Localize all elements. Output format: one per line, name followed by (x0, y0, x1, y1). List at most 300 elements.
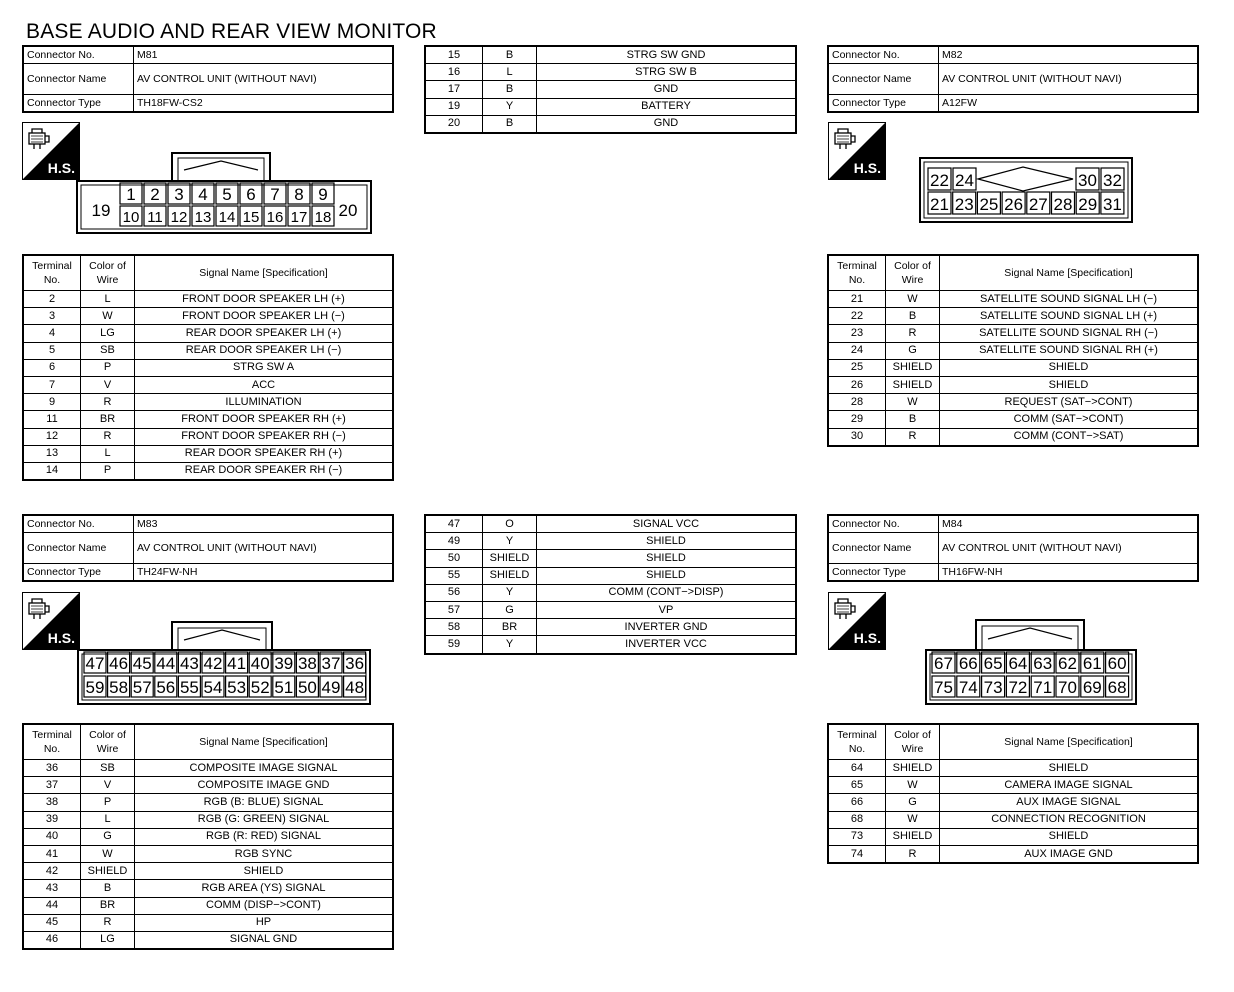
signal-name-cell: SHIELD (940, 359, 1199, 376)
wire-color-cell: SHIELD (483, 567, 537, 584)
wire-color-cell: G (886, 794, 940, 811)
pin-label: 73 (983, 678, 1003, 697)
table-row (425, 46, 796, 64)
terminal-no-cell: 29 (828, 411, 886, 428)
terminal-no-cell: 26 (828, 376, 886, 393)
table-row (828, 359, 1198, 376)
pin-label: 52 (250, 678, 270, 697)
table-row (23, 828, 393, 845)
signal-rows (23, 291, 393, 481)
terminal-no-cell: 14 (23, 462, 81, 480)
table-row (828, 291, 1198, 308)
wire-color-cell: O (483, 515, 537, 533)
terminal-no-header: Terminal No. (23, 255, 81, 291)
signal-name-cell: STRG SW GND (537, 46, 797, 64)
pin-label: 17 (290, 209, 308, 226)
pin-label: 30 (1078, 171, 1097, 190)
table-row (828, 760, 1198, 777)
signal-name-cell: FRONT DOOR SPEAKER LH (+) (135, 291, 394, 308)
connector-name-label: Connector Name (23, 64, 134, 95)
connector-info-m81 (22, 45, 394, 113)
pin-label: 47 (85, 654, 105, 673)
pin-label: 31 (1102, 195, 1122, 214)
pin-label: 67 (934, 654, 953, 673)
wire-color-cell: V (81, 777, 135, 794)
connector-type-label: Connector Type (828, 564, 939, 582)
connector-info-m84 (827, 514, 1199, 582)
terminal-no-cell: 49 (425, 533, 483, 550)
table-row (23, 777, 393, 794)
pin-label: 18 (314, 209, 332, 226)
wire-color-cell: B (886, 308, 940, 325)
terminal-no-cell: 44 (23, 897, 81, 914)
signal-name-cell: STRG SW B (537, 64, 797, 81)
signal-name-cell: SHIELD (537, 567, 797, 584)
wire-color-cell: BR (81, 897, 135, 914)
pin-label: 59 (85, 678, 105, 697)
hs-label: H.S. (47, 160, 75, 176)
terminal-no-cell: 40 (23, 828, 81, 845)
wire-color-cell: B (81, 880, 135, 897)
signal-name-cell: SHIELD (537, 533, 797, 550)
signal-name-cell: REAR DOOR SPEAKER LH (+) (135, 325, 394, 342)
terminal-no-cell: 23 (828, 325, 886, 342)
signal-rows (828, 760, 1198, 864)
terminal-no-cell: 59 (425, 636, 483, 654)
pin-label: 11 (147, 209, 163, 226)
table-row (828, 411, 1198, 428)
hs-icon (828, 122, 886, 180)
terminal-no-cell: 68 (828, 811, 886, 828)
pin-label: 37 (321, 654, 341, 673)
pin-label: 75 (934, 678, 953, 697)
terminal-no-cell: 24 (828, 342, 886, 359)
pin-label: 3 (174, 185, 184, 204)
connector-name-label: Connector Name (23, 533, 134, 564)
connector-no-label: Connector No. (23, 515, 134, 533)
wire-color-cell: W (886, 811, 940, 828)
signal-name-cell: RGB (G: GREEN) SIGNAL (135, 811, 394, 828)
wire-color-cell: SHIELD (886, 760, 940, 777)
signal-name-header: Signal Name [Specification] (135, 724, 394, 760)
wire-color-cell: R (81, 428, 135, 445)
wire-color-cell: W (81, 308, 135, 325)
pin-label: 28 (1053, 195, 1073, 214)
terminal-no-cell: 36 (23, 760, 81, 777)
terminal-no-cell: 3 (23, 308, 81, 325)
pin-label: 68 (1107, 678, 1127, 697)
signal-table-m81-cont (424, 45, 797, 134)
signal-name-cell: ILLUMINATION (135, 394, 394, 411)
terminal-no-cell: 13 (23, 445, 81, 462)
pin-label: 62 (1058, 654, 1077, 673)
wire-color-cell: SB (81, 760, 135, 777)
table-row (828, 811, 1198, 828)
signal-name-cell: STRG SW A (135, 359, 394, 376)
pin-label: 45 (132, 654, 152, 673)
table-row (425, 64, 796, 81)
pin-label: 15 (242, 209, 260, 226)
wire-color-cell: LG (81, 931, 135, 949)
wire-color-cell: L (483, 64, 537, 81)
pin-label: 25 (979, 195, 999, 214)
signal-name-cell: INVERTER GND (537, 619, 797, 636)
connector-no-label: Connector No. (23, 46, 134, 64)
table-row (425, 115, 796, 133)
signal-name-cell: REAR DOOR SPEAKER RH (−) (135, 462, 394, 480)
wire-color-cell: V (81, 376, 135, 393)
terminal-no-cell: 16 (425, 64, 483, 81)
terminal-no-cell: 66 (828, 794, 886, 811)
signal-name-cell: RGB (R: RED) SIGNAL (135, 828, 394, 845)
connector-no-value: M84 (939, 515, 1199, 533)
signal-name-header: Signal Name [Specification] (940, 255, 1199, 291)
signal-name-cell: VP (537, 601, 797, 618)
pin-label: 69 (1082, 678, 1102, 697)
signal-name-cell: FRONT DOOR SPEAKER LH (−) (135, 308, 394, 325)
signal-name-cell: SATELLITE SOUND SIGNAL LH (+) (940, 308, 1199, 325)
terminal-no-cell: 30 (828, 428, 886, 446)
signal-name-cell: HP (135, 914, 394, 931)
signal-name-cell: SIGNAL VCC (537, 515, 797, 533)
signal-name-cell: SHIELD (135, 863, 394, 880)
terminal-no-cell: 73 (828, 828, 886, 845)
terminal-no-header: Terminal No. (828, 255, 886, 291)
terminal-no-cell: 50 (425, 550, 483, 567)
terminal-no-cell: 17 (425, 81, 483, 98)
connector-type-label: Connector Type (23, 95, 134, 113)
wire-color-cell: G (81, 828, 135, 845)
color-of-wire-header: Color of Wire (81, 255, 135, 291)
wire-color-cell: B (483, 81, 537, 98)
terminal-no-cell: 19 (425, 98, 483, 115)
wire-color-cell: SHIELD (483, 550, 537, 567)
signal-name-cell: SATELLITE SOUND SIGNAL RH (−) (940, 325, 1199, 342)
pin-label: 57 (132, 678, 152, 697)
connector-name-label: Connector Name (828, 64, 939, 95)
terminal-no-cell: 28 (828, 394, 886, 411)
hs-icon (828, 592, 886, 650)
signal-name-cell: RGB SYNC (135, 845, 394, 862)
signal-name-header: Signal Name [Specification] (940, 724, 1199, 760)
table-row (828, 428, 1198, 446)
terminal-no-cell: 25 (828, 359, 886, 376)
pin-label: 21 (930, 195, 949, 214)
pin-label: 16 (266, 209, 284, 226)
wire-color-cell: B (483, 46, 537, 64)
wire-color-cell: SHIELD (886, 359, 940, 376)
pin-label: 26 (1004, 195, 1024, 214)
color-of-wire-header: Color of Wire (886, 255, 940, 291)
connector-no-value: M82 (939, 46, 1199, 64)
signal-table-m83 (22, 723, 394, 950)
pin-label: 23 (954, 195, 974, 214)
wire-color-cell: Y (483, 584, 537, 601)
signal-name-cell: AUX IMAGE GND (940, 845, 1199, 863)
pin-label: 49 (321, 678, 341, 697)
connector-face-m81 (74, 150, 374, 236)
connector-type-value: TH16FW-NH (939, 564, 1199, 582)
signal-name-cell: CONNECTION RECOGNITION (940, 811, 1199, 828)
pin-label: 72 (1008, 678, 1028, 697)
signal-name-cell: COMM (CONT−>DISP) (537, 584, 797, 601)
terminal-no-cell: 21 (828, 291, 886, 308)
signal-name-cell: COMPOSITE IMAGE GND (135, 777, 394, 794)
signal-name-cell: REAR DOOR SPEAKER RH (+) (135, 445, 394, 462)
wire-color-cell: P (81, 794, 135, 811)
pin-label: 56 (156, 678, 176, 697)
terminal-no-cell: 9 (23, 394, 81, 411)
pin-label: 10 (122, 209, 140, 226)
wire-color-cell: R (886, 325, 940, 342)
terminal-no-cell: 6 (23, 359, 81, 376)
terminal-no-cell: 38 (23, 794, 81, 811)
pin-label: 4 (198, 185, 208, 204)
wire-color-cell: SHIELD (886, 376, 940, 393)
wire-color-cell: Y (483, 533, 537, 550)
pin-label: 51 (274, 678, 294, 697)
signal-name-cell: SHIELD (940, 760, 1199, 777)
signal-name-cell: GND (537, 81, 797, 98)
pin-label: 39 (274, 654, 294, 673)
signal-name-cell: FRONT DOOR SPEAKER RH (−) (135, 428, 394, 445)
connector-name-value: AV CONTROL UNIT (WITHOUT NAVI) (939, 64, 1199, 95)
signal-rows (23, 760, 393, 950)
signal-name-cell: COMM (DISP−>CONT) (135, 897, 394, 914)
table-row (425, 515, 796, 533)
wire-color-cell: P (81, 359, 135, 376)
wire-color-cell: Y (483, 98, 537, 115)
pin-label: 8 (294, 185, 304, 204)
wire-color-cell: G (483, 601, 537, 618)
terminal-no-cell: 22 (828, 308, 886, 325)
terminal-no-cell: 46 (23, 931, 81, 949)
table-row (23, 291, 393, 308)
table-row (23, 445, 393, 462)
signal-name-cell: REQUEST (SAT−>CONT) (940, 394, 1199, 411)
table-row (23, 376, 393, 393)
signal-name-cell: RGB (B: BLUE) SIGNAL (135, 794, 394, 811)
terminal-no-cell: 56 (425, 584, 483, 601)
signal-name-cell: SHIELD (537, 550, 797, 567)
signal-name-cell: ACC (135, 376, 394, 393)
pin-label: 32 (1103, 171, 1122, 190)
pin-label: 6 (246, 185, 256, 204)
connector-type-value: TH18FW-CS2 (134, 95, 394, 113)
pin-label: 5 (222, 185, 232, 204)
wire-color-cell: L (81, 291, 135, 308)
pin-label: 61 (1082, 654, 1102, 673)
signal-rows (425, 515, 796, 654)
signal-name-cell: COMPOSITE IMAGE SIGNAL (135, 760, 394, 777)
signal-name-header: Signal Name [Specification] (135, 255, 394, 291)
hs-label: H.S. (47, 630, 75, 646)
table-row (23, 342, 393, 359)
signal-name-cell: SATELLITE SOUND SIGNAL LH (−) (940, 291, 1199, 308)
connector-no-label: Connector No. (828, 46, 939, 64)
page-title: BASE AUDIO AND REAR VIEW MONITOR (26, 20, 437, 43)
pin-label: 2 (150, 185, 160, 204)
pin-label: 9 (318, 185, 328, 204)
pin-label: 22 (930, 171, 949, 190)
wire-color-cell: L (81, 445, 135, 462)
signal-name-cell: REAR DOOR SPEAKER LH (−) (135, 342, 394, 359)
table-row (828, 308, 1198, 325)
wire-color-cell: L (81, 811, 135, 828)
terminal-no-cell: 4 (23, 325, 81, 342)
pin-label: 1 (126, 185, 136, 204)
signal-name-cell: AUX IMAGE SIGNAL (940, 794, 1199, 811)
wire-color-cell: W (886, 291, 940, 308)
hs-icon (22, 122, 80, 180)
terminal-no-cell: 5 (23, 342, 81, 359)
terminal-no-header: Terminal No. (23, 724, 81, 760)
connector-name-value: AV CONTROL UNIT (WITHOUT NAVI) (939, 533, 1199, 564)
pin-label: 48 (345, 678, 365, 697)
signal-name-cell: CAMERA IMAGE SIGNAL (940, 777, 1199, 794)
signal-table-m83-cont (424, 514, 797, 655)
table-row (23, 845, 393, 862)
terminal-no-cell: 37 (23, 777, 81, 794)
connector-name-label: Connector Name (828, 533, 939, 564)
terminal-no-cell: 7 (23, 376, 81, 393)
table-row (828, 394, 1198, 411)
signal-table-m82 (827, 254, 1199, 447)
signal-name-cell: COMM (SAT−>CONT) (940, 411, 1199, 428)
signal-name-cell: SHIELD (940, 376, 1199, 393)
terminal-no-cell: 41 (23, 845, 81, 862)
terminal-no-cell: 58 (425, 619, 483, 636)
pin-label: 46 (109, 654, 129, 673)
terminal-no-cell: 57 (425, 601, 483, 618)
pin-label: 63 (1033, 654, 1053, 673)
wire-color-cell: SB (81, 342, 135, 359)
wire-color-cell: BR (483, 619, 537, 636)
table-row (425, 533, 796, 550)
hs-label: H.S. (853, 160, 881, 176)
wire-color-cell: G (886, 342, 940, 359)
table-row (425, 636, 796, 654)
signal-name-cell: SATELLITE SOUND SIGNAL RH (+) (940, 342, 1199, 359)
connector-type-label: Connector Type (828, 95, 939, 113)
table-row (23, 428, 393, 445)
pin-label: 65 (983, 654, 1003, 673)
terminal-no-cell: 15 (425, 46, 483, 64)
table-row (23, 863, 393, 880)
table-row (828, 325, 1198, 342)
table-row (828, 376, 1198, 393)
connector-face-m83 (76, 620, 372, 706)
wire-color-cell: R (886, 428, 940, 446)
signal-name-cell: SHIELD (940, 828, 1199, 845)
signal-name-cell: BATTERY (537, 98, 797, 115)
connector-no-value: M81 (134, 46, 394, 64)
table-row (23, 811, 393, 828)
signal-name-cell: FRONT DOOR SPEAKER RH (+) (135, 411, 394, 428)
signal-rows (828, 291, 1198, 446)
terminal-no-header: Terminal No. (828, 724, 886, 760)
table-row (425, 567, 796, 584)
table-row (23, 308, 393, 325)
table-row (425, 619, 796, 636)
table-row (23, 914, 393, 931)
pin-label: 36 (345, 654, 365, 673)
terminal-no-cell: 47 (425, 515, 483, 533)
wire-color-cell: R (886, 845, 940, 863)
signal-rows (425, 46, 796, 133)
table-row (23, 760, 393, 777)
table-row (23, 325, 393, 342)
terminal-no-cell: 2 (23, 291, 81, 308)
table-row (425, 584, 796, 601)
wire-color-cell: SHIELD (886, 828, 940, 845)
connector-face-m84 (924, 618, 1138, 706)
hs-icon (22, 592, 80, 650)
pin-label: 60 (1107, 654, 1127, 673)
wire-color-cell: B (886, 411, 940, 428)
terminal-no-cell: 45 (23, 914, 81, 931)
table-row (23, 931, 393, 949)
terminal-no-cell: 43 (23, 880, 81, 897)
wire-color-cell: LG (81, 325, 135, 342)
pin-label: 74 (958, 678, 978, 697)
pin-label: 70 (1058, 678, 1077, 697)
terminal-no-cell: 74 (828, 845, 886, 863)
wire-color-cell: R (81, 394, 135, 411)
connector-info-m82 (827, 45, 1199, 113)
pin-label: 58 (109, 678, 129, 697)
table-row (425, 601, 796, 618)
pin-label: 38 (297, 654, 317, 673)
wire-color-cell: W (886, 777, 940, 794)
pin-label: 55 (179, 678, 199, 697)
table-row (23, 411, 393, 428)
terminal-no-cell: 64 (828, 760, 886, 777)
pin-label: 50 (297, 678, 317, 697)
wire-color-cell: P (81, 462, 135, 480)
pin-label: 64 (1008, 654, 1028, 673)
pin-label: 29 (1078, 195, 1098, 214)
hs-label: H.S. (853, 630, 881, 646)
table-row (425, 98, 796, 115)
pin-label: 14 (218, 209, 236, 226)
connector-no-label: Connector No. (828, 515, 939, 533)
terminal-no-cell: 11 (23, 411, 81, 428)
table-row (828, 828, 1198, 845)
connector-name-value: AV CONTROL UNIT (WITHOUT NAVI) (134, 64, 394, 95)
table-row (828, 777, 1198, 794)
pin-label: 20 (338, 201, 358, 220)
table-row (828, 794, 1198, 811)
pin-label: 71 (1033, 678, 1053, 697)
terminal-no-cell: 39 (23, 811, 81, 828)
signal-table-m84 (827, 723, 1199, 864)
wire-color-cell: B (483, 115, 537, 133)
pin-label: 44 (156, 654, 176, 673)
connector-type-value: TH24FW-NH (134, 564, 394, 582)
connector-type-label: Connector Type (23, 564, 134, 582)
pin-label: 42 (203, 654, 223, 673)
signal-name-cell: SIGNAL GND (135, 931, 394, 949)
wire-color-cell: W (886, 394, 940, 411)
pin-label: 19 (91, 201, 111, 220)
table-row (828, 845, 1198, 863)
terminal-no-cell: 20 (425, 115, 483, 133)
signal-name-cell: RGB AREA (YS) SIGNAL (135, 880, 394, 897)
table-row (23, 897, 393, 914)
table-row (23, 359, 393, 376)
table-row (23, 394, 393, 411)
